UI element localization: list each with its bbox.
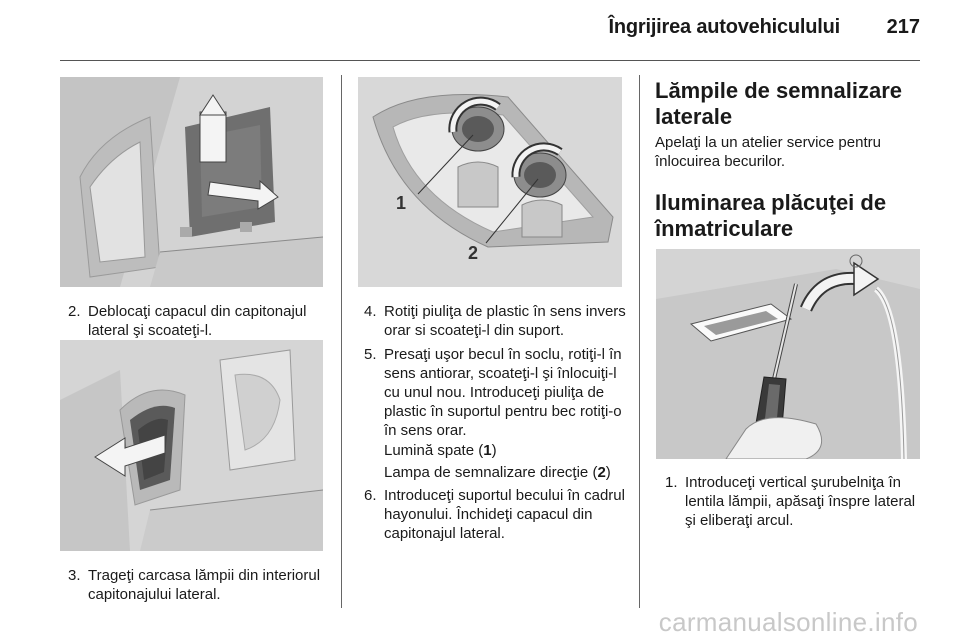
- step-6: [364, 486, 630, 543]
- step-number: 6.: [364, 487, 377, 504]
- step-text: Presaţi uşor becul în soclu, rotiţi-l în sens antiorar, scoateţi-l şi înlocuiţi-l cu unul nou. Introduceţi piuliţa de plastic în suportul pentru bec rotiţi-o în sens orar.: [384, 346, 622, 439]
- heading-license-plate-light: Iluminarea plăcuţei de înmatriculare: [655, 190, 887, 241]
- step-4: [364, 302, 630, 340]
- step-number: 1.: [665, 474, 678, 491]
- legend-ref: 2: [597, 464, 606, 481]
- step-text: Introduceţi suportul becului în cadrul hayonului. Închideţi capacul din capitonajul lateral.: [384, 487, 625, 542]
- legend-ref: 1: [483, 442, 492, 459]
- page-number: 217: [886, 16, 920, 38]
- step-number: 2.: [68, 303, 81, 320]
- watermark: carmanualsonline.info: [658, 607, 918, 637]
- figure-lamp-housing: [60, 340, 323, 551]
- legend-text: ): [491, 442, 497, 459]
- step-5: [364, 345, 630, 440]
- step-number: 4.: [364, 303, 377, 320]
- figure-label-2: 2: [468, 243, 479, 263]
- step-number: 5.: [364, 346, 377, 363]
- legend-rear-light: [384, 441, 630, 460]
- step-text: Rotiţi piuliţa de plastic în sens invers orar si scoateţi-l din suport.: [384, 303, 626, 339]
- legend-text: ): [605, 464, 611, 481]
- page-header: [0, 0, 960, 62]
- figure-screwdriver-lens: [656, 249, 920, 459]
- figure-label-1: 1: [396, 193, 407, 213]
- chapter-title: Îngrijirea autovehiculului: [608, 16, 840, 38]
- legend-text: Lumină spate (: [384, 442, 484, 459]
- header-rule: [60, 60, 920, 61]
- step-2: [68, 302, 330, 340]
- legend-turn-signal: [384, 463, 634, 482]
- figure-side-trim-cover: [60, 77, 323, 287]
- step-1: [665, 473, 930, 530]
- step-number: 3.: [68, 567, 81, 584]
- heading-side-signal-lamps: Lămpile de semnalizare laterale: [655, 78, 902, 129]
- column-divider-2: [639, 75, 640, 608]
- figure-bulb-holders: [358, 77, 622, 287]
- step-text: Trageţi carcasa lămpii din interiorul capitonajului lateral.: [88, 567, 321, 603]
- column-divider-1: [341, 75, 342, 608]
- paragraph-workshop: Apelaţi la un atelier service pentru înlocuirea becurilor.: [655, 134, 881, 170]
- step-3: [68, 566, 330, 604]
- legend-text: Lampa de semnalizare direcţie (: [384, 464, 598, 481]
- step-text: Deblocaţi capacul din capitonajul lateral şi scoateţi-l.: [88, 303, 307, 339]
- step-text: Introduceţi vertical şurubelniţa în lentila lămpii, apăsaţi înspre lateral şi eliberaţi arcul.: [685, 474, 916, 529]
